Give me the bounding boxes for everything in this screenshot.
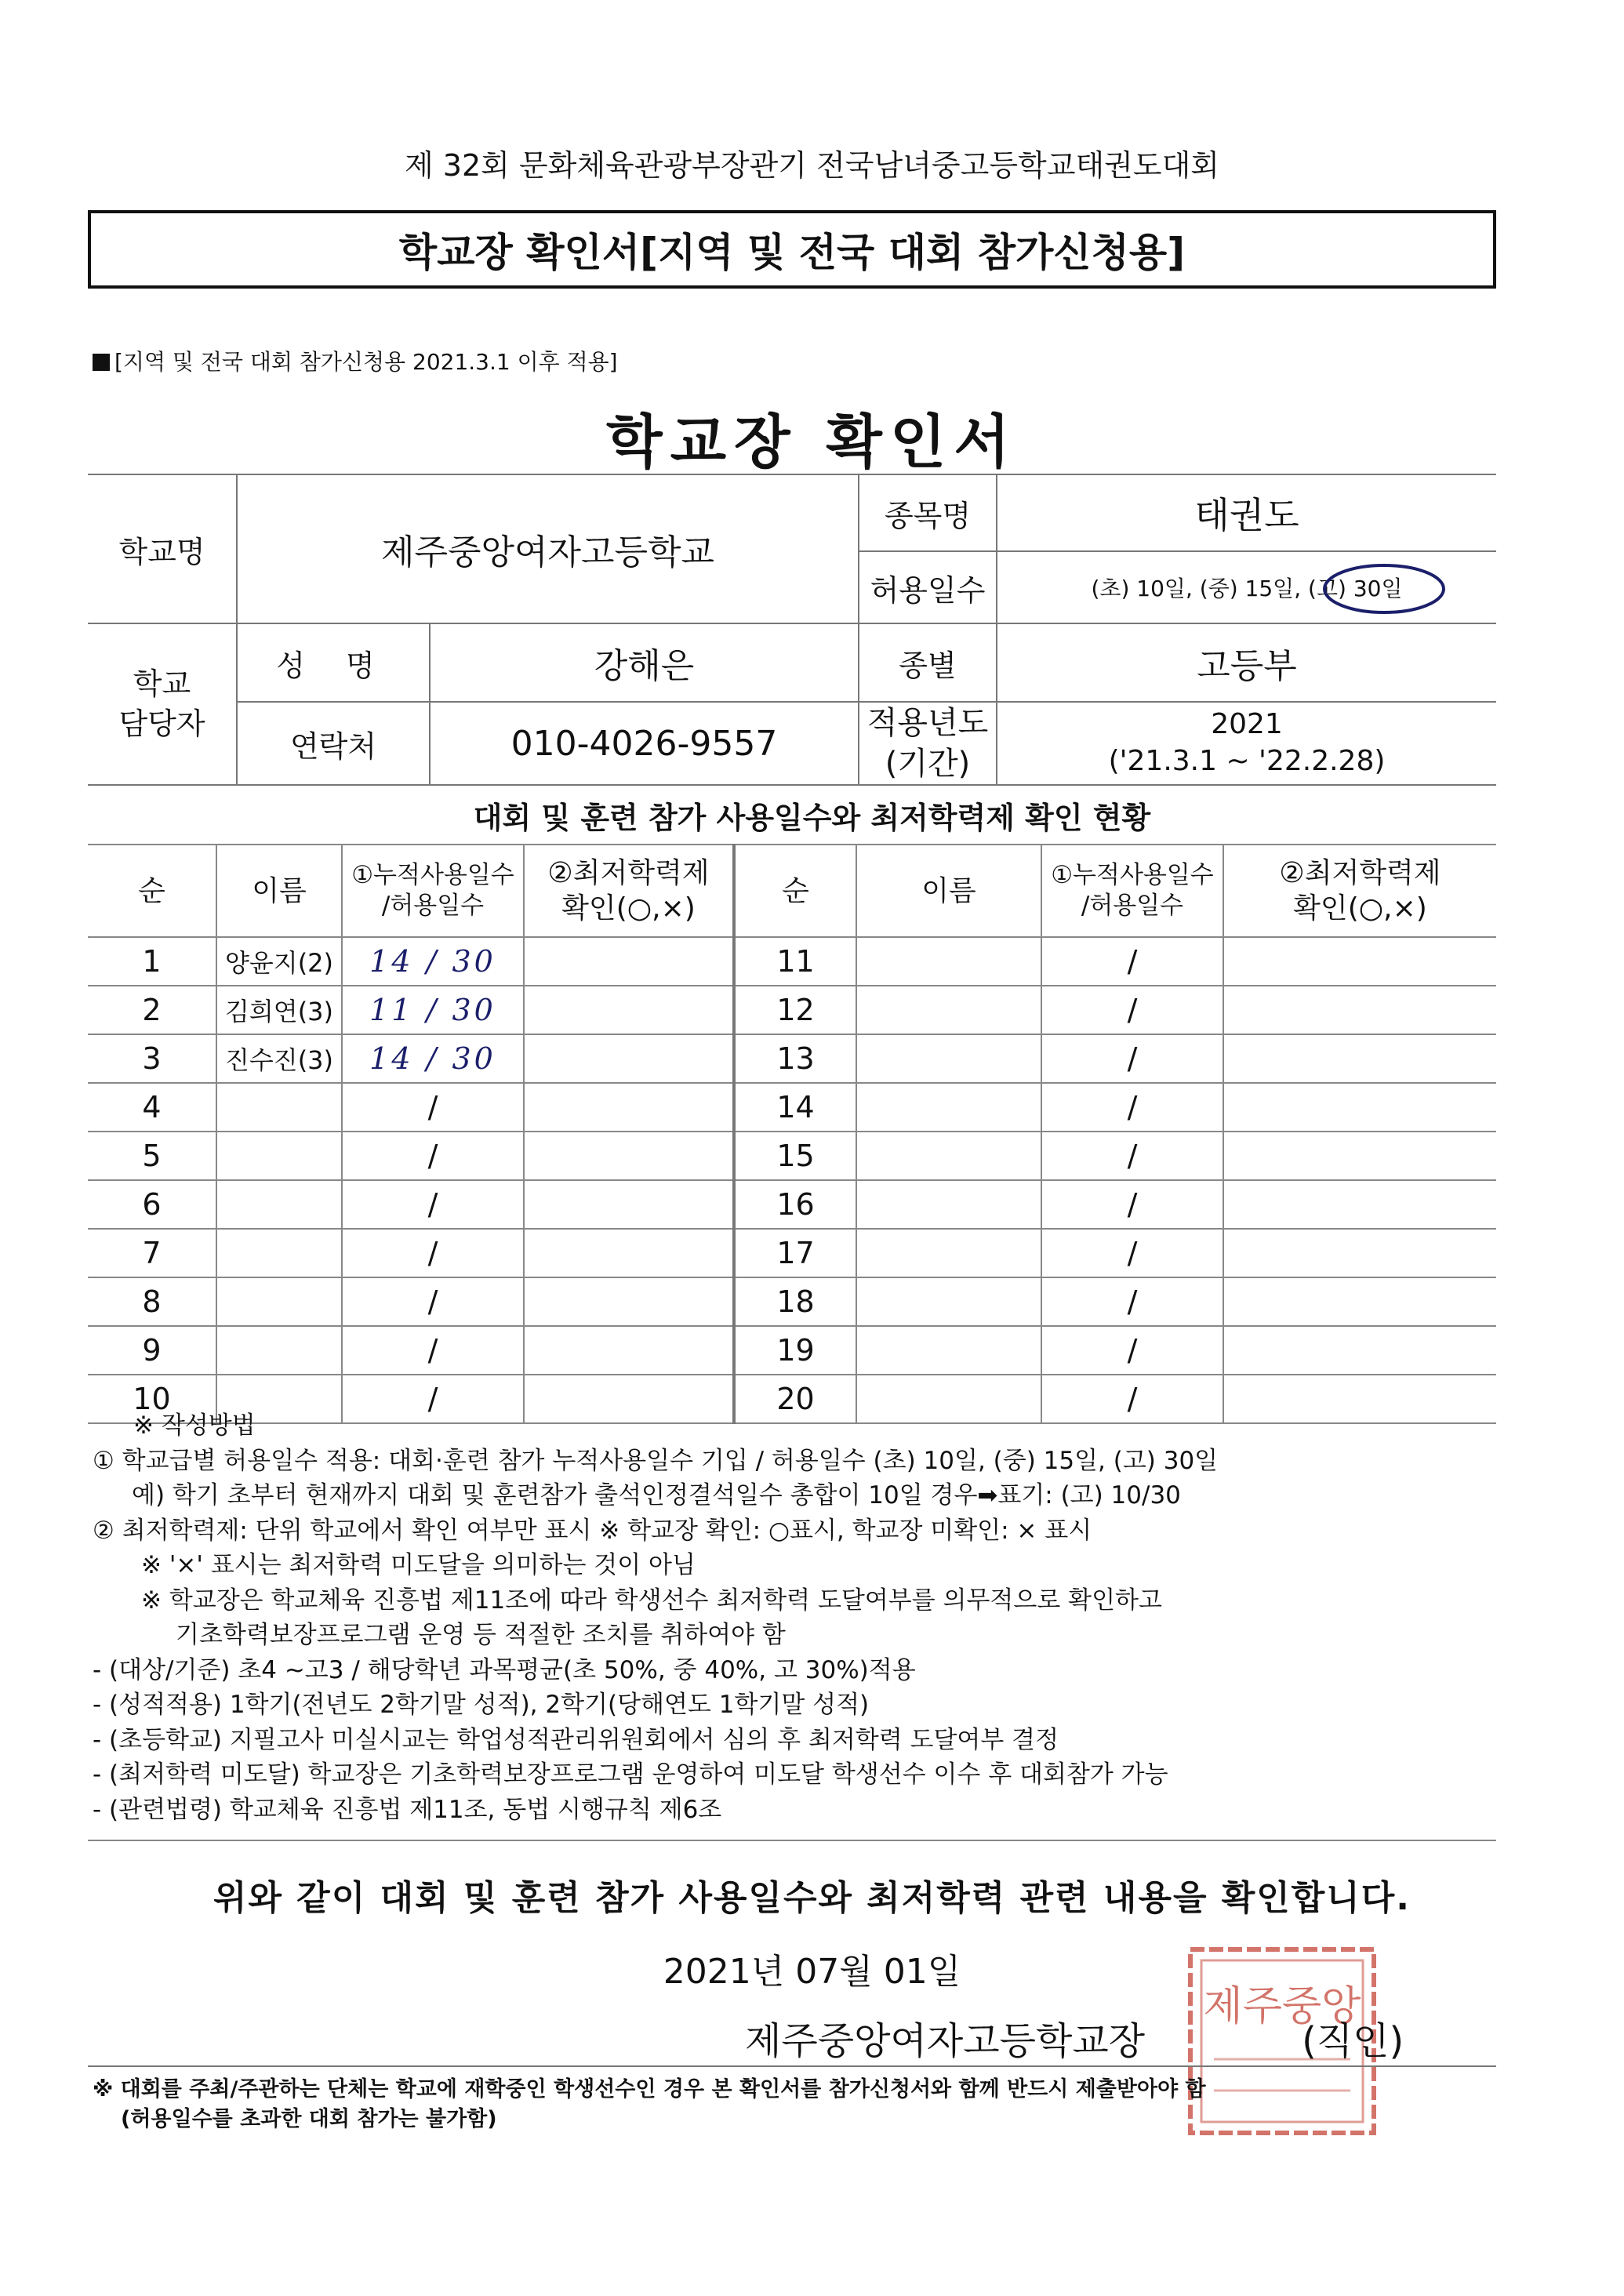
row-name: [216, 1180, 342, 1229]
instruction-line: 예) 학기 초부터 현재까지 대회 및 훈련참가 출석인정결석일수 총합이 10일 경우➡표기: (고) 10/30: [132, 1481, 1181, 1509]
row-days-2: /: [1041, 1132, 1223, 1180]
header-days-line1: ①누적사용일수: [351, 861, 514, 890]
row-days: /: [342, 1229, 524, 1277]
row-check-2: [1223, 937, 1496, 986]
row-check-2: [1223, 1083, 1496, 1132]
circle-mark-icon: [1321, 561, 1448, 616]
table-row: [88, 986, 1496, 1034]
sport-value: 태권도: [997, 474, 1496, 551]
row-name: [216, 1083, 342, 1132]
row-days-2: /: [1041, 1034, 1223, 1083]
row-days-2: /: [1041, 1229, 1223, 1277]
row-name: 김희연(3): [216, 986, 342, 1034]
header-name-2: 이름: [856, 845, 1041, 937]
year-label-line1: 적용년도: [866, 705, 989, 741]
instructions-heading: ※ 작성방법: [133, 1411, 256, 1440]
instruction-line: - (관련법령) 학교체육 진흥법 제11조, 동법 시행규칙 제6조: [93, 1795, 722, 1824]
allowed-days-value: [997, 551, 1496, 623]
footer-line-1: ※ 대회를 주최/주관하는 단체는 학교에 재학중인 학생선수인 경우 본 확인서를 참가신청서와 함께 반드시 제출받아야 함: [93, 2077, 1206, 2102]
division-value: 고등부: [997, 623, 1496, 702]
row-days: /: [342, 1132, 524, 1180]
year-value-cell: [997, 702, 1496, 785]
header-days-2-line2: /허용일수: [1081, 892, 1184, 920]
header-days-line2: /허용일수: [381, 892, 485, 920]
row-no: 10: [88, 1375, 216, 1423]
row-no: 7: [88, 1229, 216, 1277]
row-name-2: [856, 1034, 1041, 1083]
row-check: [524, 1277, 734, 1326]
row-name-2: [856, 1132, 1041, 1180]
name-value: 강해은: [430, 623, 859, 702]
row-days-2: /: [1041, 1277, 1223, 1326]
row-days: /: [342, 1083, 524, 1132]
row-no: 2: [88, 986, 216, 1034]
instruction-line: ① 학교급별 허용일수 적용: 대회·훈련 참가 누적사용일수 기입 / 허용일수 (초) 10일, (중) 15일, (고) 30일: [93, 1446, 1219, 1475]
instruction-line: ② 최저학력제: 단위 학교에서 확인 여부만 표시 ※ 학교장 확인: ○표시, 학교장 미확인: × 표시: [93, 1516, 1092, 1545]
row-check-2: [1223, 1034, 1496, 1083]
document-title-box: [88, 210, 1496, 289]
allowed-days-label: 허용일수: [859, 551, 997, 623]
year-value: 2021: [1211, 708, 1283, 741]
footer-note: [93, 2075, 1504, 2134]
row-no-2: 17: [734, 1229, 856, 1277]
row-check-2: [1223, 986, 1496, 1034]
header-days-2: [1041, 845, 1223, 937]
row-name-2: [856, 1229, 1041, 1277]
footer-line-2: (허용일수를 초과한 대회 참가는 불가함): [121, 2107, 497, 2131]
instruction-line: 기초학력보장프로그램 운영 등 적절한 조치를 취하여야 함: [176, 1621, 786, 1649]
row-no: 4: [88, 1083, 216, 1132]
roster-header-row: [88, 845, 1496, 937]
header-days: [342, 845, 524, 937]
instruction-line: - (성적적용) 1학기(전년도 2학기말 성적), 2학기(당해연도 1학기말 성적): [93, 1691, 870, 1719]
allowed-days-text: (초) 10일, (중) 15일, (고) 30일: [1091, 576, 1403, 601]
period-value: ('21.3.1 ~ '22.2.28): [1108, 745, 1386, 777]
row-days: /: [342, 1375, 524, 1423]
school-name: 제주중앙여자고등학교: [237, 474, 859, 623]
header-check-2-line1: ②최저학력제: [1279, 857, 1441, 889]
row-name: 양윤지(2): [216, 937, 342, 986]
contact-value: 010-4026-9557: [430, 702, 859, 785]
row-check: [524, 1034, 734, 1083]
table-row: [88, 937, 1496, 986]
event-title: 제 32회 문화체육관광부장관기 전국남녀중고등학교태권도대회: [404, 148, 1219, 183]
header-check-line1: ②최저학력제: [547, 857, 710, 889]
row-days: /: [342, 1326, 524, 1375]
row-days: /: [342, 1277, 524, 1326]
row-no: 5: [88, 1132, 216, 1180]
row-days: /: [342, 1180, 524, 1229]
row-name: [216, 1229, 342, 1277]
confirmation-statement: 위와 같이 대회 및 훈련 참가 사용일수와 최저학력 관련 내용을 확인합니다.: [213, 1878, 1411, 1918]
division-label: 종별: [859, 623, 997, 702]
signature-date: 2021년 07월 01일: [663, 1952, 961, 1992]
seal-text: 제주중앙: [1203, 1983, 1361, 2030]
row-no-2: 13: [734, 1034, 856, 1083]
instruction-line: ※ '×' 표시는 최저학력 미도달을 의미하는 것이 아님: [141, 1551, 696, 1579]
table-row: [88, 1180, 1496, 1229]
table-row: [88, 1083, 1496, 1132]
row-no-2: 11: [734, 937, 856, 986]
row-no: 6: [88, 1180, 216, 1229]
instruction-line: - (초등학교) 지필고사 미실시교는 학업성적관리위원회에서 심의 후 최저학력 도달여부 결정: [93, 1725, 1059, 1754]
row-no: 9: [88, 1326, 216, 1375]
row-days-2: /: [1041, 937, 1223, 986]
table-row: [88, 1229, 1496, 1277]
apply-note: [93, 345, 618, 376]
seal-label: (직인): [1302, 2019, 1404, 2063]
instructions: [93, 1408, 1504, 1827]
row-name: 진수진(3): [216, 1034, 342, 1083]
header-name: 이름: [216, 845, 342, 937]
row-no-2: 14: [734, 1083, 856, 1132]
principal-signature: [745, 2011, 1404, 2065]
table-row: [88, 1326, 1496, 1375]
row-days: 11 / 30: [342, 986, 524, 1034]
row-days: 14 / 30: [342, 937, 524, 986]
row-name: [216, 1132, 342, 1180]
header-check-2: [1223, 845, 1496, 937]
row-no-2: 16: [734, 1180, 856, 1229]
row-check-2: [1223, 1132, 1496, 1180]
row-days-2: /: [1041, 986, 1223, 1034]
row-name: [216, 1277, 342, 1326]
year-label-line2: (기간): [885, 746, 971, 782]
row-days: 14 / 30: [342, 1034, 524, 1083]
row-no: 3: [88, 1034, 216, 1083]
footer-divider: [88, 2065, 1496, 2067]
row-no: 1: [88, 937, 216, 986]
square-bullet-icon: [93, 354, 110, 371]
row-name: [216, 1326, 342, 1375]
row-days-2: /: [1041, 1083, 1223, 1132]
row-days-2: /: [1041, 1326, 1223, 1375]
roster-table: [88, 844, 1496, 1424]
header-check-2-line2: 확인(○,×): [1293, 892, 1427, 925]
row-no-2: 12: [734, 986, 856, 1034]
table-row: [88, 1277, 1496, 1326]
header-days-2-line1: ①누적사용일수: [1051, 861, 1214, 890]
header-check: [524, 845, 734, 937]
school-label: 학교명: [88, 474, 237, 623]
manager-label: 학교 담당자: [88, 623, 237, 785]
row-days-2: /: [1041, 1180, 1223, 1229]
instruction-line: - (최저학력 미도달) 학교장은 기초학력보장프로그램 운영하여 미도달 학생선수 이수 후 대회참가 가능: [93, 1760, 1168, 1789]
row-name-2: [856, 1083, 1041, 1132]
info-table: [88, 474, 1496, 786]
header-check-line2: 확인(○,×): [561, 892, 696, 925]
main-title: 학교장 확인서: [606, 409, 1018, 476]
instruction-line: - (대상/기준) 초4 ~고3 / 해당학년 과목평균(초 50%, 중 40%, 고 30%)적용: [93, 1655, 916, 1684]
row-check-2: [1223, 1326, 1496, 1375]
principal-name: 제주중앙여자고등학교장: [745, 2019, 1146, 2063]
year-label: [859, 702, 997, 785]
apply-note-text: [지역 및 전국 대회 참가신청용 2021.3.1 이후 적용]: [114, 349, 618, 375]
sport-label: 종목명: [859, 474, 997, 551]
row-name-2: [856, 986, 1041, 1034]
row-name-2: [856, 937, 1041, 986]
contact-label: 연락처: [237, 702, 430, 785]
row-name-2: [856, 1180, 1041, 1229]
row-check: [524, 986, 734, 1034]
row-check: [524, 1326, 734, 1375]
document-title: 학교장 확인서[지역 및 전국 대회 참가신청용]: [398, 230, 1186, 275]
row-check-2: [1223, 1277, 1496, 1326]
table-row: [88, 1034, 1496, 1083]
row-name-2: [856, 1277, 1041, 1326]
table-row: [88, 1132, 1496, 1180]
instruction-line: ※ 학교장은 학교체육 진흥법 제11조에 따라 학생선수 최저학력 도달여부를 의무적으로 확인하고: [141, 1586, 1162, 1615]
row-check: [524, 1180, 734, 1229]
row-check: [524, 1229, 734, 1277]
row-no-2: 20: [734, 1375, 856, 1423]
row-no-2: 15: [734, 1132, 856, 1180]
divider: [88, 1840, 1496, 1841]
row-no-2: 18: [734, 1277, 856, 1326]
row-check: [524, 937, 734, 986]
row-check-2: [1223, 1229, 1496, 1277]
header-no: 순: [88, 845, 216, 937]
row-days-2: /: [1041, 1375, 1223, 1423]
section-title: 대회 및 훈련 참가 사용일수와 최저학력제 확인 현황: [473, 801, 1151, 835]
row-name-2: [856, 1326, 1041, 1375]
row-check: [524, 1083, 734, 1132]
row-check: [524, 1132, 734, 1180]
row-check-2: [1223, 1180, 1496, 1229]
name-label: 성 명: [237, 623, 430, 702]
header-no-2: 순: [734, 845, 856, 937]
row-no: 8: [88, 1277, 216, 1326]
row-no-2: 19: [734, 1326, 856, 1375]
